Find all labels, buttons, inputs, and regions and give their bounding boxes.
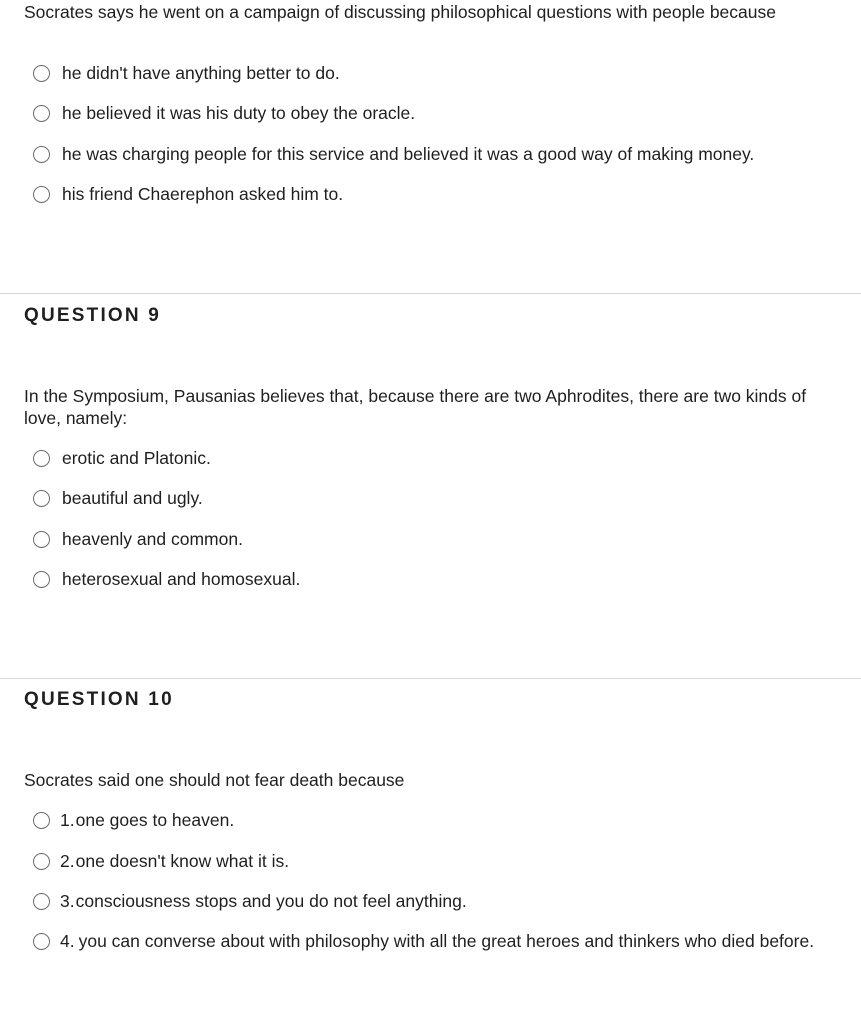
question-9-prompt: In the Symposium, Pausanias believes that, because there are two Aphrodites, there are two kinds of love, namely: [24, 386, 807, 428]
q10-option-1-label: one goes to heaven. [75, 809, 235, 830]
section-divider [0, 678, 861, 679]
q9-option-1-label: erotic and Platonic. [62, 447, 211, 468]
q10-option-4-label: you can converse about with philosophy with all the great heroes and thinkers who died before. [78, 931, 815, 951]
q10-option-1[interactable] [33, 808, 234, 832]
question-9-header: QUESTION 9 [24, 305, 162, 326]
radio-button[interactable] [33, 853, 50, 870]
radio-button[interactable] [33, 146, 50, 163]
q10-option-3-label: consciousness stops and you do not feel anything. [75, 890, 467, 911]
q9-option-2-label: beautiful and ugly. [62, 487, 203, 508]
q8-option-1[interactable] [33, 61, 340, 85]
q10-option-2-label: one doesn't know what it is. [75, 850, 290, 871]
q8-option-3-label: he was charging people for this service and believed it was a good way of making money. [62, 143, 755, 164]
q9-option-3-label: heavenly and common. [62, 528, 243, 549]
q8-option-2-label: he believed it was his duty to obey the oracle. [62, 102, 416, 123]
question-8-prompt: Socrates says he went on a campaign of discussing philosophical questions with people because [24, 2, 776, 22]
radio-button[interactable] [33, 65, 50, 82]
q10-option-4-number: 4. [60, 930, 75, 951]
question-10-header: QUESTION 10 [24, 689, 174, 710]
radio-button[interactable] [33, 186, 50, 203]
q10-option-4[interactable] [33, 930, 849, 952]
radio-button[interactable] [33, 490, 50, 507]
radio-button[interactable] [33, 812, 50, 829]
q9-option-3[interactable] [33, 527, 243, 551]
question-10-prompt: Socrates said one should not fear death because [24, 770, 405, 790]
radio-button[interactable] [33, 893, 50, 910]
radio-button[interactable] [33, 571, 50, 588]
q10-option-2-number: 2. [60, 850, 75, 871]
radio-button[interactable] [33, 450, 50, 467]
q10-option-3[interactable] [33, 889, 467, 913]
q10-option-1-number: 1. [60, 809, 75, 830]
radio-button[interactable] [33, 531, 50, 548]
q9-option-4[interactable] [33, 567, 300, 591]
q8-option-4-label: his friend Chaerephon asked him to. [62, 183, 344, 204]
q8-option-3[interactable] [33, 142, 754, 166]
q9-option-2[interactable] [33, 486, 203, 510]
q9-option-1[interactable] [33, 446, 211, 470]
q8-option-2[interactable] [33, 101, 415, 125]
q8-option-4[interactable] [33, 182, 343, 206]
q8-option-1-label: he didn't have anything better to do. [62, 62, 340, 83]
section-divider [0, 293, 861, 294]
q10-option-2[interactable] [33, 849, 289, 873]
radio-button[interactable] [33, 933, 50, 950]
radio-button[interactable] [33, 105, 50, 122]
q9-option-4-label: heterosexual and homosexual. [62, 568, 301, 589]
q10-option-3-number: 3. [60, 890, 75, 911]
